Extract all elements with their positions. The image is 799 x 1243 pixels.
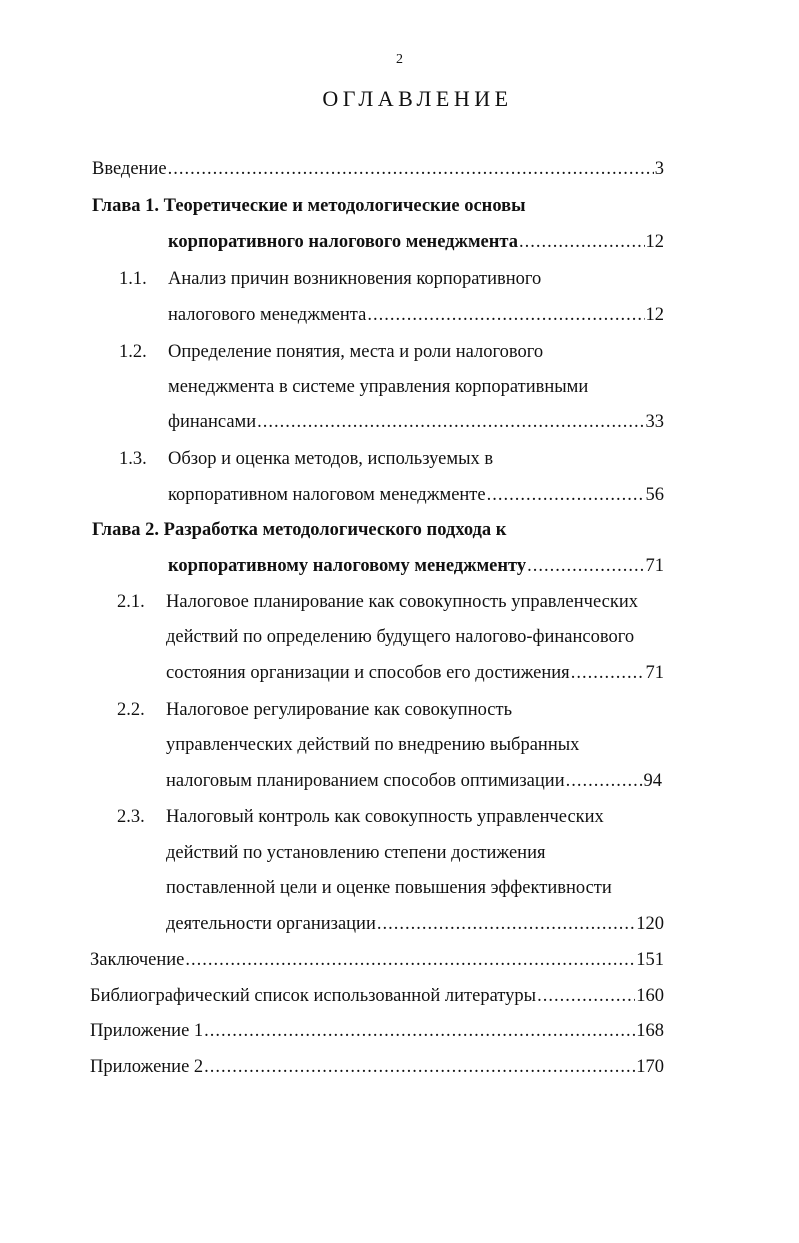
toc-entry-page: 12	[645, 232, 664, 252]
toc-entry-title: корпоративном налоговом менеджменте	[168, 485, 486, 505]
toc-leader-dots	[527, 552, 644, 580]
toc-entry-title: действий по определению будущего налогово-финансового	[166, 627, 635, 647]
toc-chapter-1-title[interactable]	[92, 192, 526, 220]
toc-section-1-1-title-cont[interactable]	[168, 301, 664, 329]
toc-leader-dots	[204, 1053, 635, 1081]
toc-section-number: 1.1.	[119, 269, 147, 289]
toc-leader-dots	[168, 155, 654, 183]
toc-section-number: 1.3.	[119, 449, 147, 469]
toc-section-1-3-title-cont[interactable]	[168, 481, 664, 509]
toc-entry-bibliography[interactable]	[90, 982, 664, 1010]
toc-leader-dots	[571, 659, 645, 687]
toc-leader-dots	[377, 910, 635, 938]
toc-entry-intro[interactable]	[92, 155, 664, 183]
toc-leader-dots	[185, 946, 635, 974]
toc-entry-title: налоговым планированием способов оптимизации	[166, 771, 565, 791]
toc-entry-title: деятельности организации	[166, 914, 376, 934]
toc-section-1-3-title[interactable]	[168, 445, 493, 473]
toc-section-number: 2.2.	[117, 700, 145, 720]
toc-entry-page: 12	[645, 305, 664, 325]
toc-entry-title: корпоративного налогового менеджмента	[168, 232, 518, 252]
toc-section-2-3-title-end[interactable]	[166, 910, 664, 938]
toc-entry-title: Заключение	[90, 950, 185, 970]
toc-entry-title: менеджмента в системе управления корпоративными	[168, 377, 589, 397]
toc-entry-title: налогового менеджмента	[168, 305, 367, 325]
toc-entry-page: 168	[636, 1021, 664, 1041]
toc-entry-title: Приложение 2	[90, 1057, 204, 1077]
toc-entry-title: Анализ причин возникновения корпоративного	[168, 269, 542, 289]
toc-entry-title: Налоговое планирование как совокупность управленческих	[166, 592, 638, 612]
toc-leader-dots	[537, 982, 635, 1010]
toc-entry-title: Введение	[92, 159, 167, 179]
toc-entry-title: поставленной цели и оценке повышения эффективности	[166, 878, 612, 898]
toc-section-number: 2.3.	[117, 807, 145, 827]
toc-section-2-2-title[interactable]	[166, 696, 512, 724]
toc-entry-page: 151	[636, 950, 664, 970]
toc-section-1-1-title[interactable]	[168, 265, 541, 293]
toc-entry-title: Глава 2. Разработка методологического подхода к	[92, 520, 507, 540]
toc-entry-page: 33	[645, 412, 664, 432]
toc-section-2-1-title[interactable]	[166, 588, 638, 616]
toc-section-2-2-title-cont[interactable]	[166, 731, 579, 759]
toc-entry-title: Библиографический список использованной литературы	[90, 986, 537, 1006]
toc-section-2-3-title[interactable]	[166, 803, 604, 831]
toc-entry-conclusion[interactable]	[90, 946, 664, 974]
toc-entry-page: 120	[636, 914, 664, 934]
toc-entry-page: 3	[654, 159, 664, 179]
toc-section-1-2-title-cont[interactable]	[168, 373, 588, 401]
toc-entry-appendix-2[interactable]	[90, 1053, 664, 1081]
page-number: 2	[396, 52, 403, 67]
toc-entry-page: 56	[645, 485, 664, 505]
toc-leader-dots	[204, 1017, 635, 1045]
toc-leader-dots	[257, 408, 644, 436]
toc-chapter-2-title[interactable]	[92, 516, 506, 544]
toc-leader-dots	[367, 301, 644, 329]
toc-entry-title: Обзор и оценка методов, используемых в	[168, 449, 494, 469]
toc-heading: ОГЛАВЛЕНИЕ	[322, 86, 513, 111]
toc-section-2-2-title-end[interactable]	[166, 767, 662, 795]
toc-section-2-1-title-cont[interactable]	[166, 623, 634, 651]
toc-section-1-2-title-end[interactable]	[168, 408, 664, 436]
toc-entry-title: Приложение 1	[90, 1021, 204, 1041]
toc-entry-appendix-1[interactable]	[90, 1017, 664, 1045]
toc-entry-page: 94	[643, 771, 662, 791]
toc-chapter-2-title-cont[interactable]	[168, 552, 664, 580]
toc-entry-title: действий по установлению степени достижения	[166, 843, 546, 863]
toc-section-2-1-title-end[interactable]	[166, 659, 664, 687]
toc-entry-page: 71	[645, 663, 664, 683]
toc-leader-dots	[566, 767, 643, 795]
toc-chapter-1-title-cont[interactable]	[168, 228, 664, 256]
toc-leader-dots	[519, 228, 645, 256]
toc-entry-title: Налоговый контроль как совокупность управленческих	[166, 807, 604, 827]
toc-section-2-3-title-cont2[interactable]	[166, 874, 612, 902]
toc-leader-dots	[487, 481, 645, 509]
toc-section-2-3-title-cont[interactable]	[166, 839, 546, 867]
toc-entry-page: 160	[636, 986, 664, 1006]
toc-entry-page: 170	[636, 1057, 664, 1077]
toc-section-number: 1.2.	[119, 342, 147, 362]
toc-entry-title: финансами	[168, 412, 257, 432]
toc-entry-page: 71	[645, 556, 664, 576]
toc-entry-title: Глава 1. Теоретические и методологические основы	[92, 196, 526, 216]
toc-section-number: 2.1.	[117, 592, 145, 612]
toc-entry-title: корпоративному налоговому менеджменту	[168, 556, 527, 576]
toc-entry-title: Определение понятия, места и роли налогового	[168, 342, 544, 362]
toc-entry-title: управленческих действий по внедрению выбранных	[166, 735, 580, 755]
toc-entry-title: Налоговое регулирование как совокупность	[166, 700, 513, 720]
toc-section-1-2-title[interactable]	[168, 338, 543, 366]
toc-entry-title: состояния организации и способов его достижения	[166, 663, 570, 683]
